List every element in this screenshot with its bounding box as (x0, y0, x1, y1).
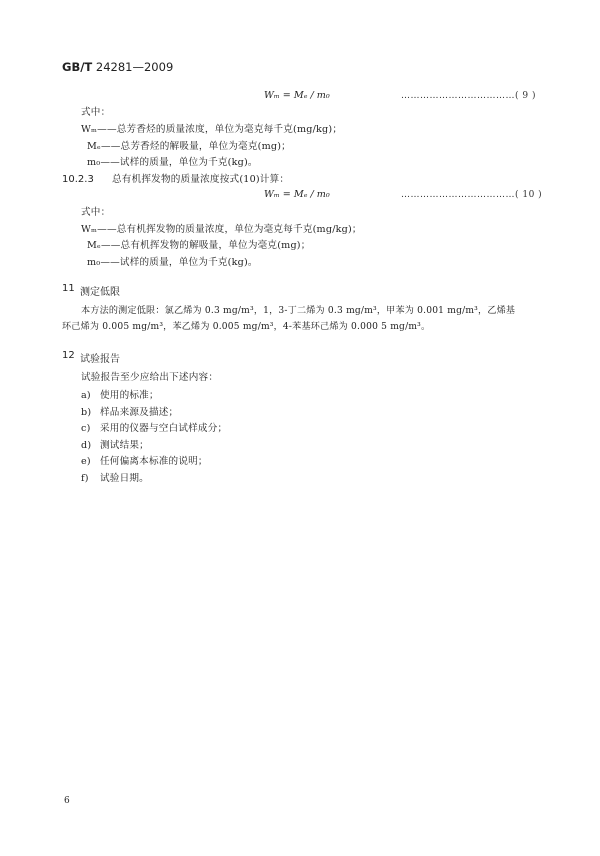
list-item-b (81, 407, 179, 418)
list-item-a (81, 390, 159, 401)
list-text: 采用的仪器与空白试样成分； (100, 423, 228, 434)
list-item-e (81, 456, 208, 467)
list-mark: e) (81, 456, 91, 467)
list-item-c (81, 423, 228, 434)
clause-10-2-3-text: 总有机挥发物的质量浓度按式(10)计算： (112, 174, 290, 185)
list-text: 测试结果； (100, 440, 149, 451)
list-mark: c) (81, 423, 91, 434)
standard-code: GB/T (62, 60, 93, 74)
section-12-number: 12 (62, 350, 75, 361)
section-12-title: 试验报告 (80, 354, 120, 365)
section-11-number: 11 (62, 283, 75, 294)
formula-9-number: ………………………………( 9 ) (401, 91, 536, 101)
list-mark: d) (81, 440, 92, 451)
list-text: 任何偏离本标准的说明； (100, 456, 208, 467)
def-10-2: Mₑ——总有机挥发物的解吸量，单位为毫克(mg)； (87, 240, 311, 251)
def-9-1: Wₘ——总芳香烃的质量浓度，单位为毫克每千克(mg/kg)； (81, 124, 343, 135)
def-10-1: Wₘ——总有机挥发物的质量浓度，单位为毫克每千克(mg/kg)； (81, 224, 362, 235)
clause-10-2-3-number: 10.2.3 (62, 174, 94, 185)
standard-header (62, 60, 173, 74)
list-text: 使用的标准； (100, 390, 159, 401)
def-10-3: m₀——试样的质量，单位为千克(kg)。 (87, 257, 258, 268)
formula-9: Wₘ = Mₑ / m₀ (264, 90, 330, 101)
where-label-9: 式中： (81, 107, 111, 118)
list-text: 试验日期。 (100, 473, 149, 484)
list-item-f (81, 473, 149, 484)
def-9-3: m₀——试样的质量，单位为千克(kg)。 (87, 157, 258, 168)
list-mark: f) (81, 473, 89, 484)
formula-10-number: ………………………………( 10 ) (401, 190, 543, 200)
formula-10: Wₘ = Mₑ / m₀ (264, 189, 330, 200)
where-label-10: 式中： (81, 207, 111, 218)
list-item-d (81, 440, 149, 451)
section-11-para-line-1: 本方法的测定低限：氯乙烯为 0.3 mg/m³，1，3-丁二烯为 0.3 mg/m³，甲苯为 0.001 mg/m³，乙烯基 (81, 306, 516, 316)
page-number: 6 (64, 796, 70, 806)
def-9-2: Mₑ——总芳香烃的解吸量，单位为毫克(mg)； (87, 141, 291, 152)
list-mark: b) (81, 407, 92, 418)
section-11-para-line-2: 环己烯为 0.005 mg/m³，苯乙烯为 0.005 mg/m³，4-苯基环己烯为 0.000 5 mg/m³。 (62, 322, 431, 332)
list-text: 样品来源及描述； (100, 407, 179, 418)
list-mark: a) (81, 390, 91, 401)
section-12-intro: 试验报告至少应给出下述内容： (81, 372, 219, 383)
section-11-title: 测定低限 (80, 287, 120, 298)
standard-number: 24281—2009 (92, 60, 174, 74)
